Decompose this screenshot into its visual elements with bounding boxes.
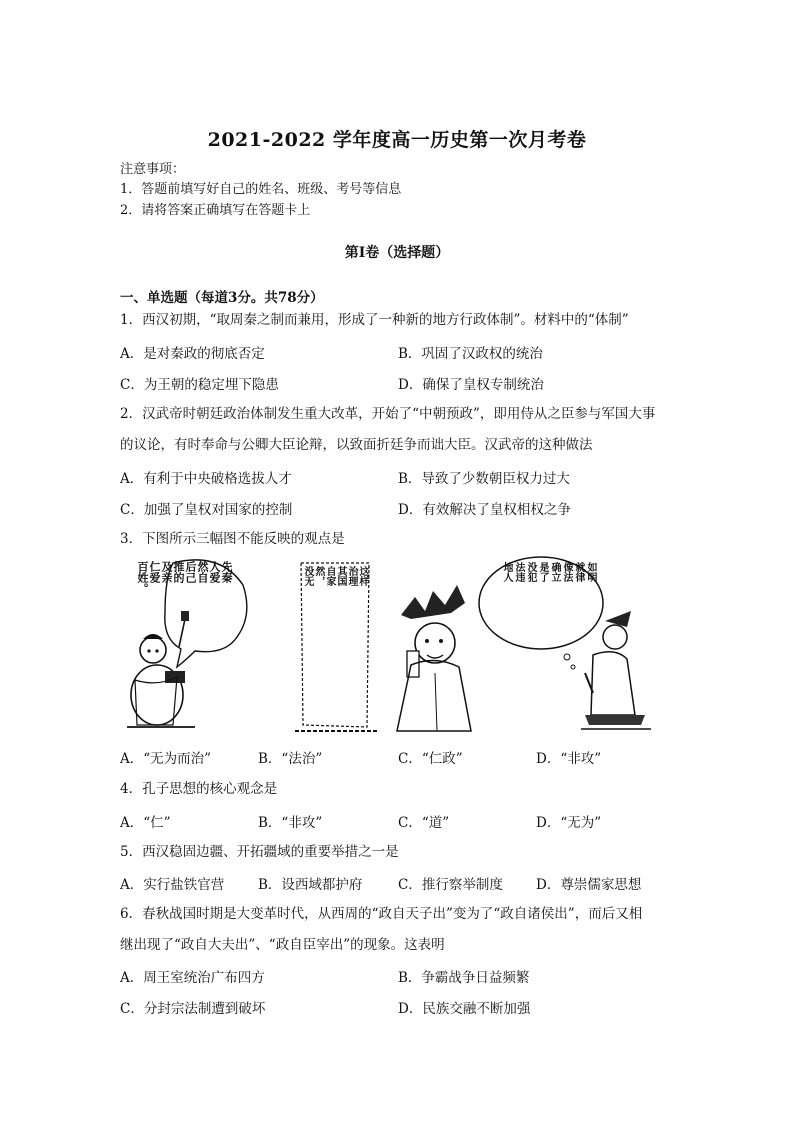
question-2-option-c: C．加强了皇权对国家的控制: [120, 502, 293, 518]
bubble-1-col-2: 人爱: [208, 561, 221, 583]
question-3-option-b: B．“法治”: [258, 751, 323, 767]
page-title: 2021-2022 学年度高一历史第一次月考卷: [207, 129, 587, 151]
question-5-stem: 5．西汉稳固边疆、开拓疆域的重要举措之一是: [120, 844, 399, 860]
bubble-1-col-3: 然自: [196, 561, 209, 583]
question-5-option-b: B．设西域都护府: [258, 877, 363, 893]
bubble-3-col-4: 确立: [549, 562, 560, 582]
bubble-2-col-5: 然，: [313, 566, 324, 586]
question-2-option-b: B．导致了少数朝臣权力过大: [398, 471, 570, 487]
bubble-1-col-7: 仁爱: [148, 561, 161, 583]
question-3-stem: 3．下图所示三幅图不能反映的观点是: [120, 531, 345, 547]
question-2-stem-line-2: 的议论，有时奉命与公卿大臣论辩，以致面折廷争而诎大臣。汉武帝的这种做法: [120, 437, 593, 453]
question-3-option-d: D．“非攻”: [536, 751, 602, 767]
bubble-3-col-1: 如明: [585, 562, 596, 582]
bubble-2-col-6: 没无: [302, 566, 313, 586]
bubble-3-col-5: 是了: [537, 562, 548, 582]
question-1-option-a: A．是对秦政的彻底否定: [120, 346, 265, 362]
question-2-option-d: D．有效解决了皇权相权之争: [398, 502, 571, 518]
question-4-stem: 4．孔子思想的核心观念是: [120, 781, 278, 797]
question-6-stem-line-2: 继出现了“政自大夫出”、“政自臣宰出”的现象。这表明: [120, 937, 445, 953]
notice-item-1: 1．答题前填写好自己的姓名、班级、考号等信息: [120, 182, 402, 197]
bubble-3-col-6: 没犯: [525, 562, 536, 582]
question-4-option-a: A．“仁”: [120, 815, 171, 831]
part-heading: 一、单选题（每道3分。共78分）: [120, 290, 324, 306]
notice-item-2: 2．请将答案正确填写在答题卡上: [120, 203, 311, 218]
bubble-1-col-6: 及亲: [160, 561, 173, 583]
bubble-3-col-7: 法违: [513, 562, 524, 582]
question-1-stem: 1．西汉初期，“取周秦之制而兼用，形成了一种新的地方行政体制”。材料中的“体制”: [120, 312, 629, 328]
question-4-option-c: C．“道”: [398, 815, 450, 831]
bubble-2-col-2: 治理: [346, 566, 357, 586]
bubble-2-col-3: 其国: [335, 566, 346, 586]
question-4-option-b: B．“非攻”: [258, 815, 323, 831]
question-2-option-a: A．有利于中央破格选拔人才: [120, 471, 292, 487]
question-5-option-d: D．尊崇儒家思想: [536, 877, 642, 893]
question-4-option-d: D．“无为”: [536, 815, 602, 831]
question-3-option-a: A．“无为而治”: [120, 751, 212, 767]
bubble-1-col-8: 百姓。: [136, 561, 149, 594]
bubble-3-col-2: 就律: [573, 562, 584, 582]
question-1-option-d: D．确保了皇权专制统治: [398, 377, 544, 393]
question-5-option-a: A．实行盐铁官营: [120, 877, 225, 893]
notice-heading: 注意事项：: [120, 162, 186, 177]
bubble-1-col-5: 推的: [172, 561, 185, 583]
cartoon-bubble-2: [304, 566, 368, 722]
question-6-stem-line-1: 6．春秋战国时期是大变革时代，从西周的“政自天子出”变为了“政自诸侯出”，而后又相: [120, 906, 643, 922]
bubble-3-col-3: 像法: [561, 562, 572, 582]
question-1-option-c: C．为王朝的稳定埋下隐患: [120, 377, 279, 393]
question-5-option-c: C．推行察举制度: [398, 877, 503, 893]
question-6-option-a: A．周王室统治广布四方: [120, 970, 265, 986]
bubble-1-col-1: 先秦: [220, 561, 233, 583]
question-3-option-c: C．“仁政”: [398, 751, 463, 767]
section-title: 第Ⅰ卷（选择题）: [344, 245, 450, 261]
bubble-2-col-4: 自家: [324, 566, 335, 586]
question-6-option-b: B．争霸战争日益频繁: [398, 970, 530, 986]
question-6-option-d: D．民族交融不断加强: [398, 1001, 531, 1017]
question-2-stem-line-1: 2．汉武帝时朝廷政治体制发生重大改革，开始了“中朝预政”，即用侍从之臣参与军国大事: [120, 406, 656, 422]
cartoon-bubble-3: [486, 562, 596, 642]
question-6-option-c: C．分封宗法制遭到破坏: [120, 1001, 266, 1017]
cartoon-bubble-1: [136, 561, 233, 633]
bubble-2-col-1: 这样: [357, 566, 368, 586]
bubble-3-col-8: 地人: [501, 562, 512, 582]
question-1-option-b: B．巩固了汉政权的统治: [398, 346, 543, 362]
bubble-1-col-4: 后己: [184, 561, 197, 583]
